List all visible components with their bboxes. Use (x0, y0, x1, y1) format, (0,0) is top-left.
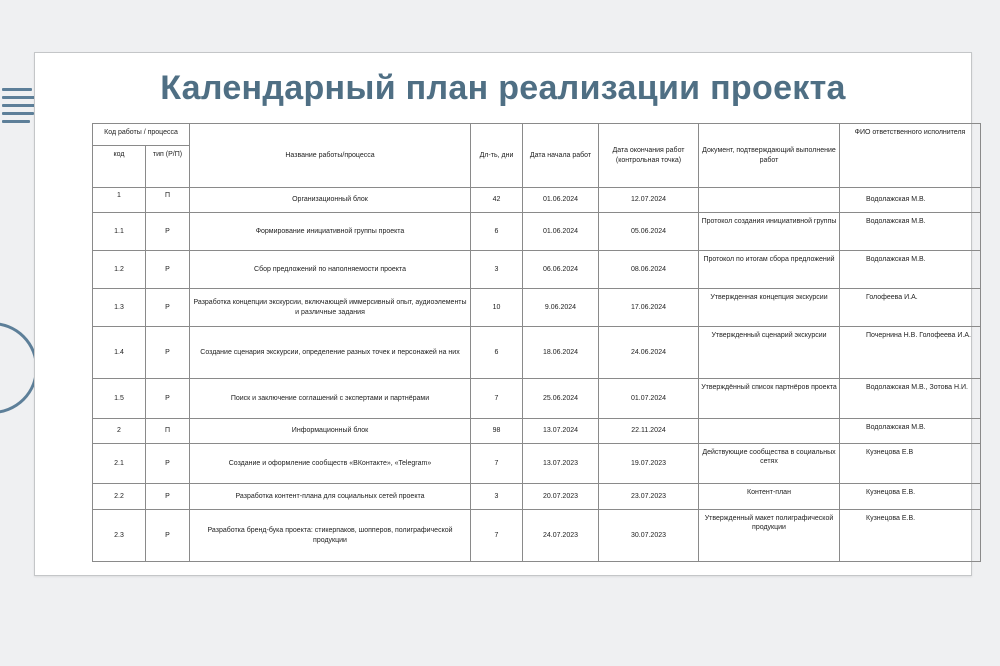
cell-type: Р (146, 327, 190, 379)
page-title: Календарный план реализации проекта (160, 69, 846, 107)
cell-type: Р (146, 213, 190, 251)
cell-end: 30.07.2023 (599, 510, 699, 562)
cell-start: 13.07.2024 (523, 419, 599, 444)
table-row (93, 289, 981, 327)
cell-end: 17.06.2024 (599, 289, 699, 327)
cell-duration: 3 (471, 251, 523, 289)
cell-name: Разработка концепции экскурсии, включающей иммерсивный опыт, аудиоэлементы и различные задания (190, 289, 471, 327)
cell-code: 2.1 (93, 444, 146, 484)
cell-code: 1.4 (93, 327, 146, 379)
header-code: код (93, 146, 146, 188)
cell-start: 06.06.2024 (523, 251, 599, 289)
cell-name: Сбор предложений по наполняемости проекта (190, 251, 471, 289)
cell-duration: 7 (471, 444, 523, 484)
cell-type: Р (146, 289, 190, 327)
cell-start: 9.06.2024 (523, 289, 599, 327)
header-type: тип (Р/П) (146, 146, 190, 188)
header-start-date: Дата начала работ (523, 124, 599, 188)
cell-duration: 10 (471, 289, 523, 327)
header-name: Название работы/процесса (190, 124, 471, 188)
cell-start: 01.06.2024 (523, 213, 599, 251)
cell-end: 01.07.2024 (599, 379, 699, 419)
cell-name: Разработка контент-плана для социальных сетей проекта (190, 484, 471, 510)
cell-duration: 7 (471, 379, 523, 419)
cell-name: Создание сценария экскурсии, определение разных точек и персонажей на них (190, 327, 471, 379)
cell-document: Протокол по итогам сбора предложений (699, 251, 840, 289)
table-row (93, 379, 981, 419)
cell-type: Р (146, 484, 190, 510)
cell-name: Создание и оформление сообществ «ВКонтакте», «Telegram» (190, 444, 471, 484)
cell-code: 2.2 (93, 484, 146, 510)
cell-end: 12.07.2024 (599, 188, 699, 213)
slide (34, 52, 972, 576)
cell-document: Утвержденная концепция экскурсии (699, 289, 840, 327)
decorative-arc (0, 322, 38, 414)
cell-end: 22.11.2024 (599, 419, 699, 444)
cell-type: П (146, 419, 190, 444)
cell-name: Поиск и заключение соглашений с экспертами и партнёрами (190, 379, 471, 419)
calendar-plan-table (92, 123, 981, 562)
cell-start: 13.07.2023 (523, 444, 599, 484)
cell-document: Утвержденный макет полиграфической продукции (699, 510, 840, 562)
cell-duration: 3 (471, 484, 523, 510)
cell-document: Утвержденный сценарий экскурсии (699, 327, 840, 379)
cell-document: Протокол создания инициативной группы (699, 213, 840, 251)
cell-type: Р (146, 379, 190, 419)
cell-type: П (146, 188, 190, 213)
cell-code: 1.1 (93, 213, 146, 251)
table-row (93, 327, 981, 379)
cell-name: Организационный блок (190, 188, 471, 213)
table-row (93, 510, 981, 562)
table-row (93, 188, 981, 213)
cell-person: Водолажская М.В. (840, 213, 981, 251)
table-header (93, 124, 981, 188)
cell-start: 18.06.2024 (523, 327, 599, 379)
cell-person: Кузнецова Е.В. (840, 484, 981, 510)
cell-person: Голофеева И.А. (840, 289, 981, 327)
cell-person: Водолажская М.В. (840, 188, 981, 213)
cell-person: Водолажская М.В., Зотова Н.И. (840, 379, 981, 419)
cell-document (699, 419, 840, 444)
cell-document: Утверждённый список партнёров проекта (699, 379, 840, 419)
cell-duration: 6 (471, 213, 523, 251)
cell-duration: 7 (471, 510, 523, 562)
header-person: ФИО ответственного исполнителя (840, 124, 981, 188)
cell-person: Кузнецова Е.В. (840, 510, 981, 562)
cell-code: 1.5 (93, 379, 146, 419)
cell-person: Почернина Н.В. Голофеева И.А. (840, 327, 981, 379)
cell-end: 23.07.2023 (599, 484, 699, 510)
header-end-date: Дата окончания работ (контрольная точка) (599, 124, 699, 188)
table-row (93, 484, 981, 510)
cell-code: 2.3 (93, 510, 146, 562)
cell-code: 2 (93, 419, 146, 444)
cell-name: Формирование инициативной группы проекта (190, 213, 471, 251)
cell-code: 1.3 (93, 289, 146, 327)
cell-document (699, 188, 840, 213)
cell-document: Действующие сообщества в социальных сетях (699, 444, 840, 484)
table-row (93, 419, 981, 444)
table-body (93, 188, 981, 562)
cell-duration: 6 (471, 327, 523, 379)
cell-document: Контент-план (699, 484, 840, 510)
cell-end: 05.06.2024 (599, 213, 699, 251)
cell-type: Р (146, 510, 190, 562)
cell-person: Кузнецова Е.В (840, 444, 981, 484)
cell-start: 20.07.2023 (523, 484, 599, 510)
cell-code: 1.2 (93, 251, 146, 289)
cell-start: 25.06.2024 (523, 379, 599, 419)
table-row (93, 213, 981, 251)
header-document: Документ, подтверждающий выполнение работ (699, 124, 840, 188)
decorative-lines (2, 88, 38, 132)
cell-name: Информационный блок (190, 419, 471, 444)
table-row (93, 444, 981, 484)
cell-start: 01.06.2024 (523, 188, 599, 213)
cell-type: Р (146, 251, 190, 289)
cell-name: Разработка бренд-бука проекта: стикерпаков, шопперов, полиграфической продукции (190, 510, 471, 562)
cell-type: Р (146, 444, 190, 484)
cell-duration: 98 (471, 419, 523, 444)
cell-code: 1 (93, 188, 146, 213)
cell-start: 24.07.2023 (523, 510, 599, 562)
table-row (93, 251, 981, 289)
cell-end: 19.07.2023 (599, 444, 699, 484)
cell-duration: 42 (471, 188, 523, 213)
cell-end: 08.06.2024 (599, 251, 699, 289)
header-duration: Дл-ть, дни (471, 124, 523, 188)
cell-end: 24.06.2024 (599, 327, 699, 379)
header-work-code-group: Код работы / процесса (93, 124, 190, 146)
cell-person: Водолажская М.В. (840, 251, 981, 289)
cell-person: Водолажская М.В. (840, 419, 981, 444)
